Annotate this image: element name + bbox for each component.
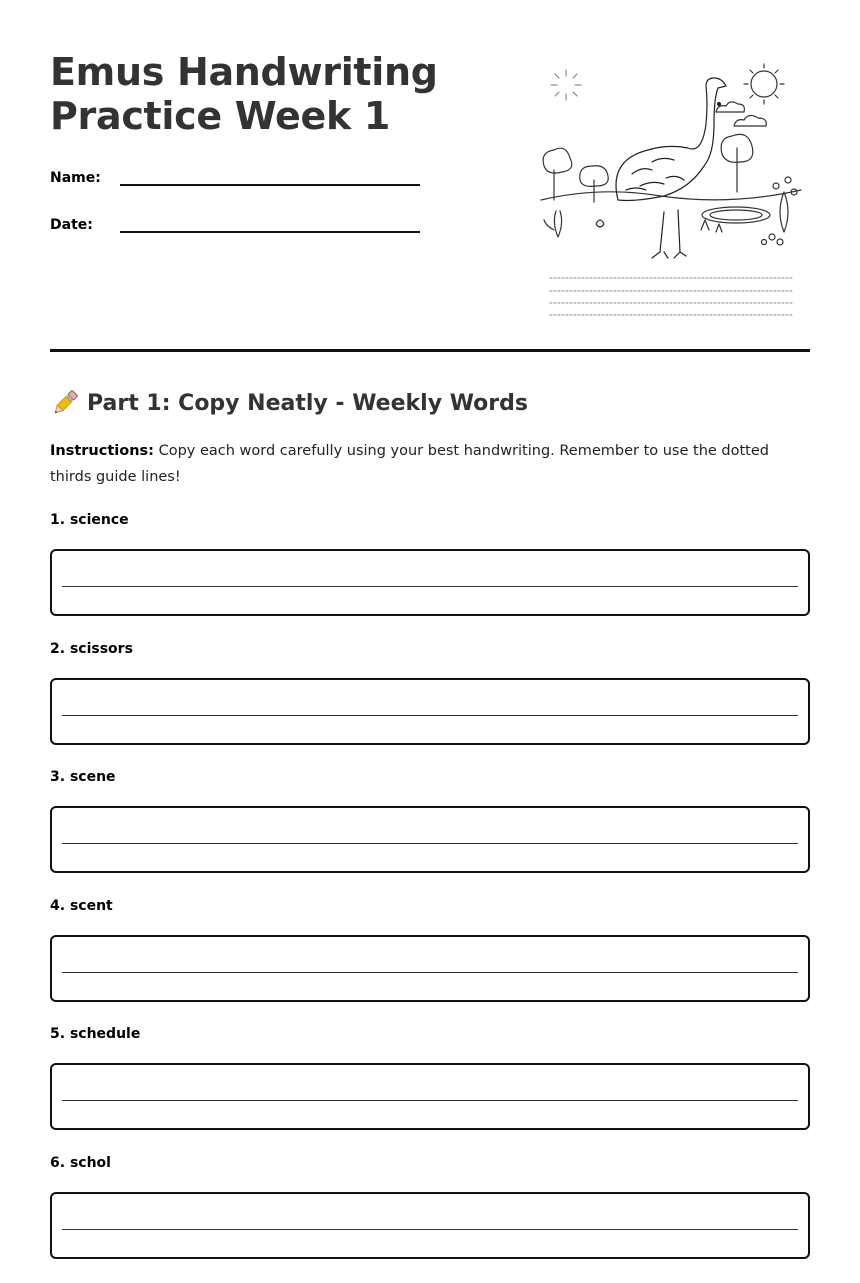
part1-heading-text: Part 1: Copy Neatly - Weekly Words [87,391,528,416]
writing-baseline [62,843,798,844]
word-text: scent [70,898,113,914]
emu-icon [616,78,726,258]
date-write-line[interactable] [120,213,420,233]
emu-coloring-illustration [536,62,806,322]
writing-box[interactable] [50,1063,810,1130]
tree-icon [580,166,609,202]
word-text: science [70,512,129,528]
writing-box[interactable] [50,1192,810,1259]
part1-heading [50,388,528,418]
word-number: 1 . [50,512,70,528]
word-number: 3 . [50,769,70,785]
pencil-icon [50,388,80,418]
word-label [50,1026,140,1042]
writing-baseline [62,972,798,973]
writing-baseline [62,1100,798,1101]
word-item [50,898,810,1027]
word-list [50,512,810,1283]
writing-baseline [62,1229,798,1230]
word-item [50,769,810,898]
word-label [50,1155,111,1171]
word-number: 6 . [50,1155,70,1171]
writing-box[interactable] [50,935,810,1002]
tree-icon [543,148,572,200]
word-item [50,1155,810,1283]
worksheet-header [50,0,810,352]
word-text: schedule [70,1026,140,1042]
title-line-1: Emus Handwriting [50,50,438,94]
title-line-2: Practice Week 1 [50,94,390,138]
faint-sun-icon [551,70,581,100]
name-label: Name: [50,170,120,186]
writing-baseline [62,715,798,716]
word-item [50,1026,810,1155]
word-label [50,898,113,914]
writing-box[interactable] [50,806,810,873]
word-text: scissors [70,641,133,657]
name-write-line[interactable] [120,166,420,186]
word-number: 4 . [50,898,70,914]
word-label [50,641,133,657]
cloud-icon [734,115,766,126]
sun-icon [744,64,784,104]
word-item [50,512,810,641]
name-field[interactable] [50,166,420,186]
writing-box[interactable] [50,678,810,745]
worksheet-page [50,0,810,352]
tree-icon [721,134,753,192]
word-item [50,641,810,770]
instructions-text: Copy each word carefully using your best handwriting. Remember to use the dotted thirds guide lines! [50,443,769,485]
date-label: Date: [50,217,120,233]
word-number: 2 . [50,641,70,657]
instructions-label: Instructions: [50,443,154,459]
word-text: scene [70,769,116,785]
word-number: 5 . [50,1026,70,1042]
word-label [50,769,116,785]
date-field[interactable] [50,213,420,233]
writing-box[interactable] [50,549,810,616]
header-divider [50,349,810,352]
word-label [50,512,129,528]
instructions [50,438,810,490]
word-text: schol [70,1155,111,1171]
writing-baseline [62,586,798,587]
page-title [50,50,438,138]
